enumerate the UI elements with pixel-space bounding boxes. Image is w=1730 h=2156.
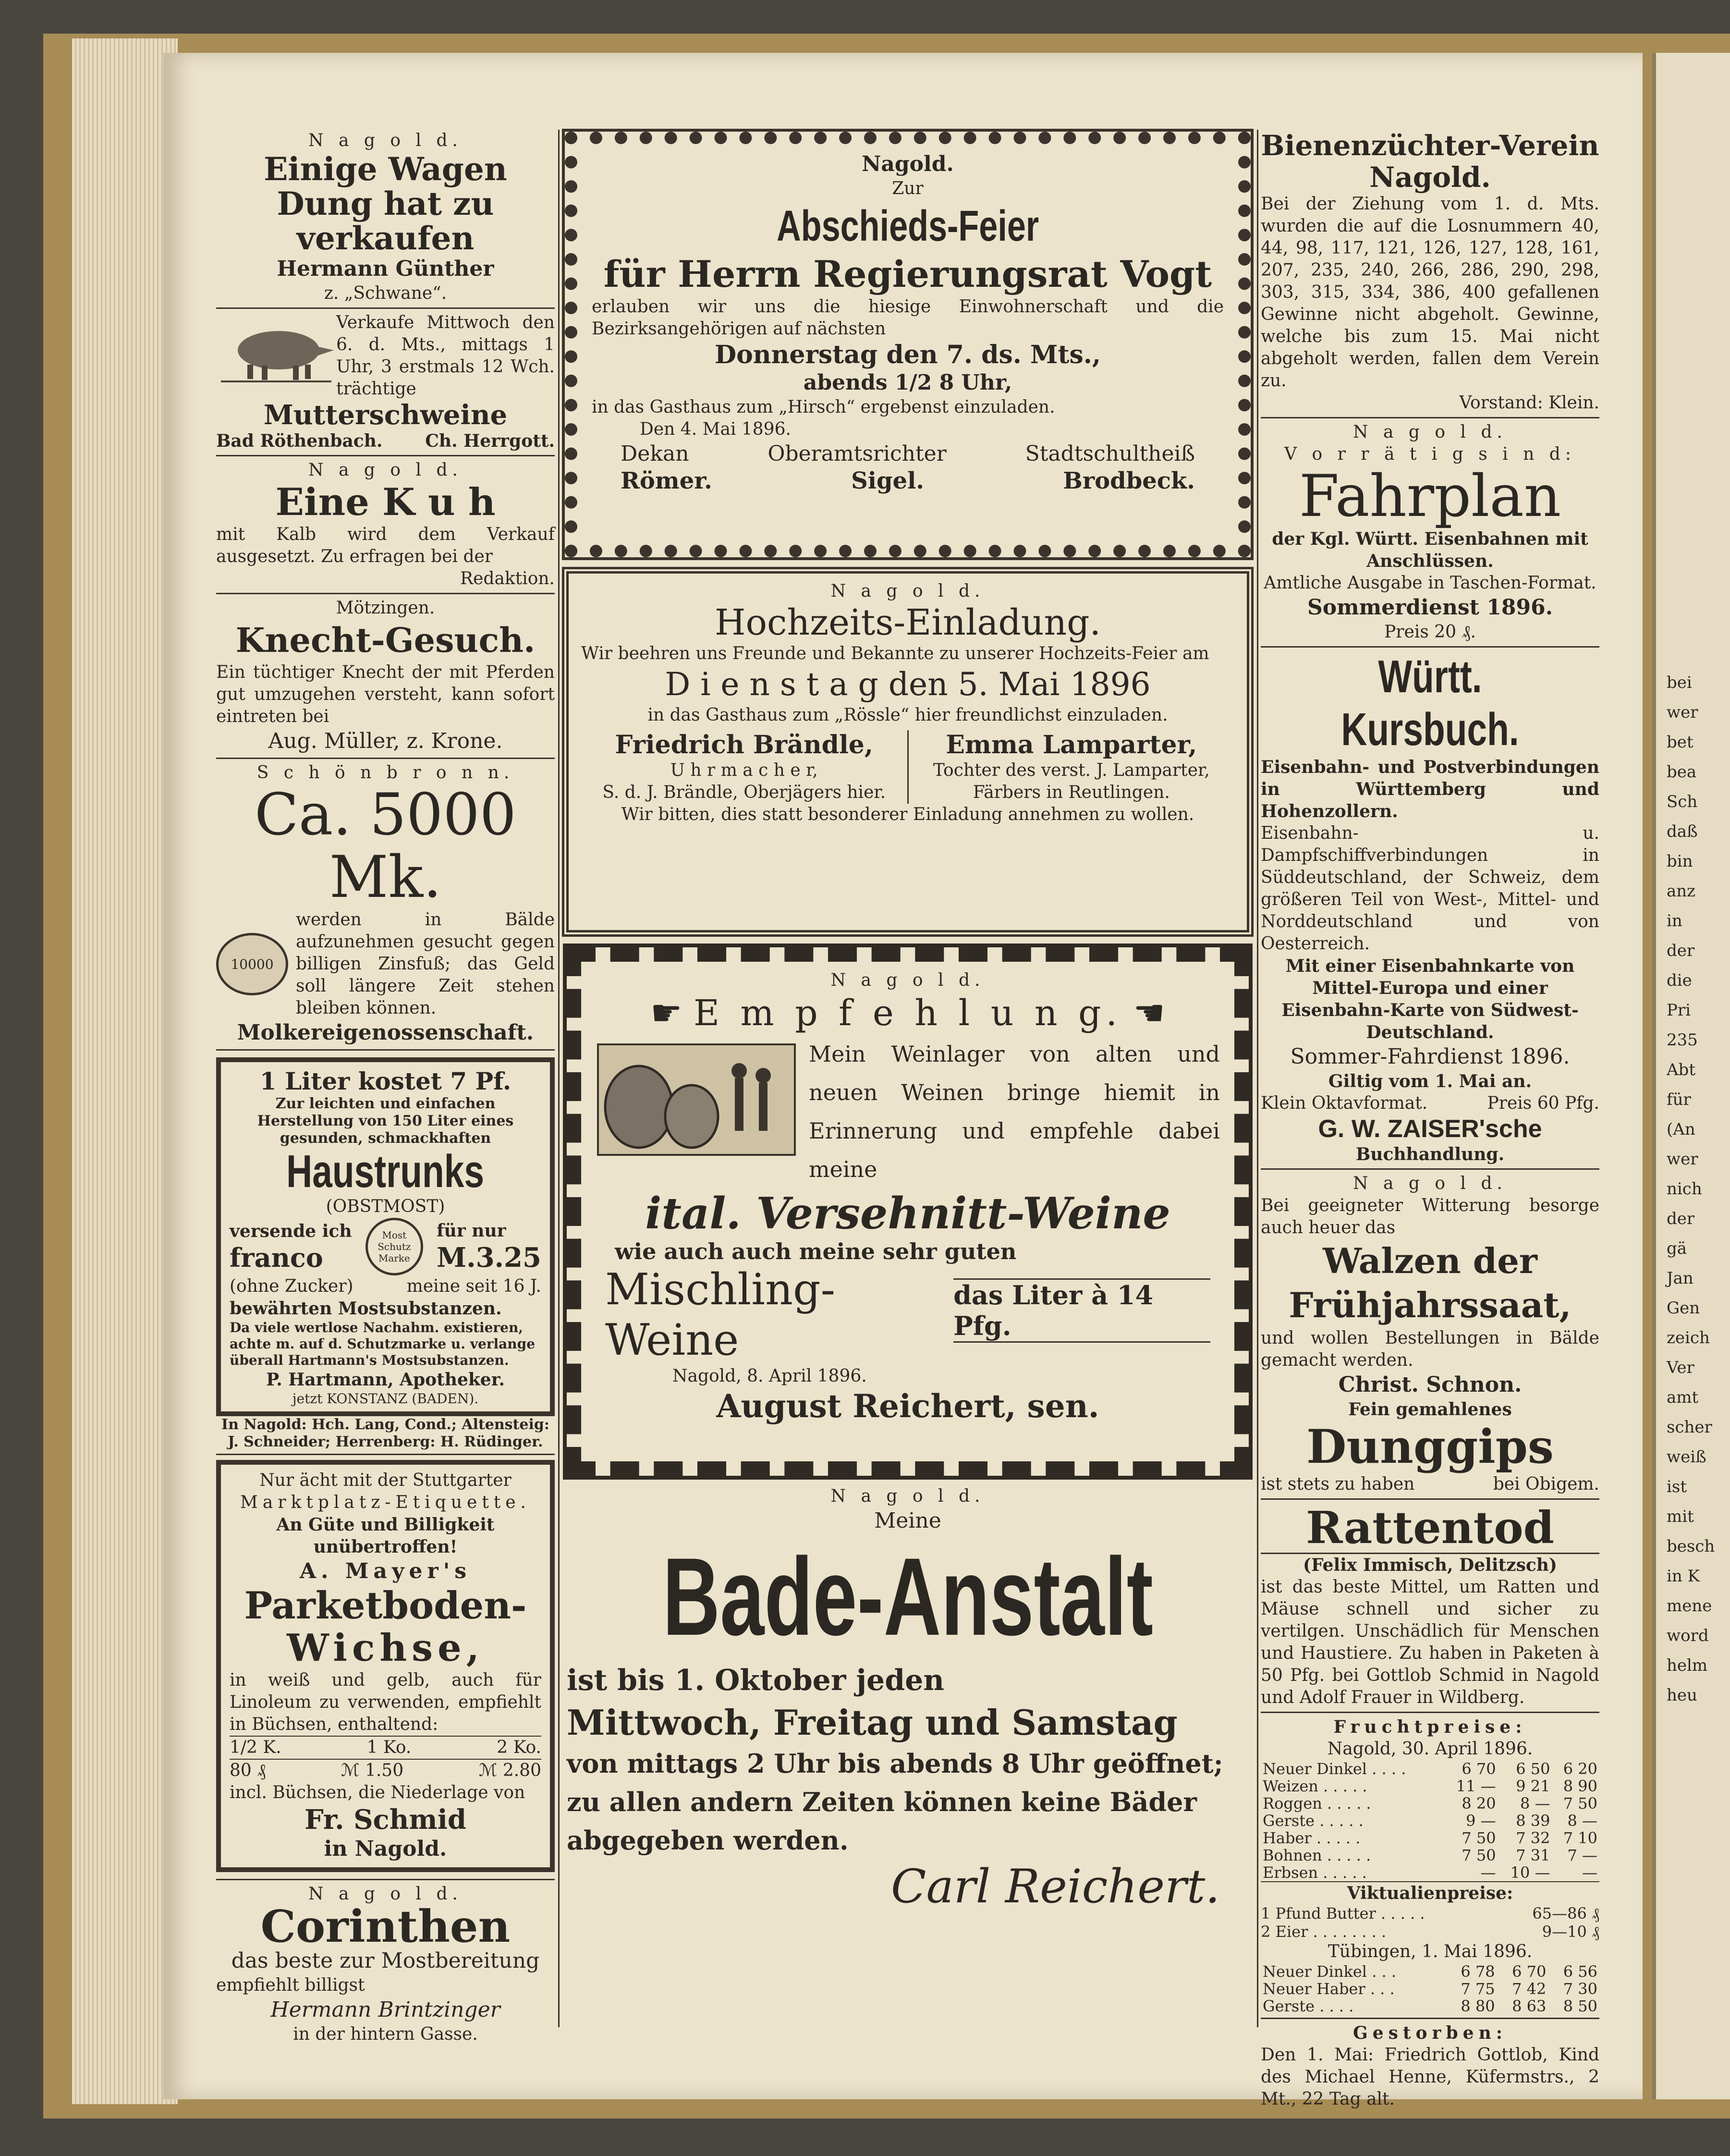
facing-page-fragment: wer xyxy=(1667,1150,1698,1169)
facing-page-fragment: die xyxy=(1667,971,1692,990)
ad-place: N a g o l d. xyxy=(830,581,985,601)
ad-text: Marktplatz-Etiquette. xyxy=(240,1493,531,1512)
money-bag-label: 10000 xyxy=(231,956,274,972)
price-value: 8 80 xyxy=(1461,1997,1495,2015)
ad-wein xyxy=(567,947,1249,1476)
ad-text: Bei geeigneter Witterung besorge auch heuer das xyxy=(1261,1196,1599,1237)
ad-signature: Christ. Schnon. xyxy=(1338,1372,1522,1397)
ad-text: versende ich xyxy=(230,1221,352,1241)
bride-detail: Färbers in Reutlingen. xyxy=(973,783,1170,802)
ad-text: Fein gemahlenes xyxy=(1348,1399,1512,1420)
pig-icon xyxy=(216,312,336,389)
ad-place: Bad Röthenbach. xyxy=(216,431,383,451)
ad-address: in der hintern Gasse. xyxy=(293,2024,478,2044)
ad-place: N a g o l d. xyxy=(830,970,985,990)
ad-text: franco xyxy=(230,1242,323,1273)
ad-text: An Güte und Billigkeit xyxy=(276,1515,495,1535)
ad-headline: E m p f e h l u n g. xyxy=(694,992,1122,1034)
facing-page-fragment: weiß xyxy=(1667,1447,1706,1467)
facing-page-fragment: (An xyxy=(1667,1120,1695,1139)
ad-text: Mit einer Eisenbahnkarte von Mittel-Europa und einer Eisenbahn-Karte von Südwest-Deutschland. xyxy=(1281,956,1579,1042)
ad-place: Mötzingen. xyxy=(336,598,435,618)
ad-headline: Dunggips xyxy=(1306,1420,1554,1474)
ad-dated: Den 4. Mai 1896. xyxy=(640,419,791,439)
ad-name: Hermann Günther xyxy=(277,257,494,281)
ad-headline: Bienenzüchter-Verein Nagold. xyxy=(1261,129,1599,194)
facing-page-fragment: Pri xyxy=(1667,1001,1691,1020)
ad-price: M.3.25 xyxy=(437,1242,541,1274)
ad-text: ist das beste Mittel, um Ratten und Mäuse schnell und sicher zu vertilgen. Unschädlich für Menschen und Haustiere. Zu haben in Paketen à 50 Pfg. bei Gottlob Schmid in Nagold und Adolf Frauer in Wildberg. xyxy=(1261,1577,1599,1707)
ad-text: unübertroffen! xyxy=(313,1537,458,1557)
divider xyxy=(1261,1712,1599,1713)
ad-place: N a g o l d. xyxy=(308,131,463,150)
ad-text: Sommerdienst 1896. xyxy=(1307,595,1553,620)
divider xyxy=(216,307,555,309)
deaths-notice xyxy=(1261,2022,1599,2110)
ad-corinthen xyxy=(216,1883,555,2046)
ad-text: und wollen Bestellungen in Bälde gemacht werden. xyxy=(1261,1328,1599,1370)
price-value: 7 42 xyxy=(1512,1980,1547,1998)
ad-text: Sommer-Fahrdienst 1896. xyxy=(1290,1044,1570,1069)
groom-name: Friedrich Brändle, xyxy=(615,730,873,760)
ad-text: zu allen andern Zeiten können keine Bäder abgegeben werden. xyxy=(567,1787,1197,1856)
facing-page-fragment: word xyxy=(1667,1626,1709,1645)
size-label: 1 Ko. xyxy=(366,1738,412,1757)
price-item: Gerste . . . . . xyxy=(1263,1812,1364,1830)
ad-headline: Mutterschweine xyxy=(263,399,508,431)
facing-page xyxy=(1652,53,1730,2099)
price-value: 8 — xyxy=(1520,1794,1550,1813)
ad-headline: Wichse, xyxy=(287,1626,484,1670)
ad-headline: Corinthen xyxy=(260,1900,511,1952)
ad-text: incl. Büchsen, die Niederlage von xyxy=(230,1783,525,1802)
ad-dunggips xyxy=(1261,1398,1599,1495)
ad-hochzeit xyxy=(562,567,1254,937)
ad-signature: August Reichert, sen. xyxy=(716,1387,1099,1425)
ad-headline: Einige Wagen Dung hat zu verkaufen xyxy=(264,150,507,257)
ad-text: Eisenbahn- u. Dampfschiffverbindungen in Süddeutschland, der Schweiz, dem größeren Teil von West-, Mittel- und Norddeutschland und von Oesterreich. xyxy=(1261,823,1599,954)
ad-text: Klein Oktavformat. xyxy=(1261,1093,1428,1113)
divider xyxy=(216,455,555,456)
facing-page-fragment: in K xyxy=(1667,1567,1700,1586)
facing-page-fragment: bei xyxy=(1667,673,1692,692)
ad-headline: Walzen der Frühjahrssaat, xyxy=(1289,1240,1572,1325)
price-item: Bohnen . . . . . xyxy=(1263,1846,1371,1864)
facing-page-fragment: mene xyxy=(1667,1596,1712,1616)
price-value: 8 90 xyxy=(1563,1777,1597,1795)
ad-headline: für Herrn Regierungsrat Vogt xyxy=(603,253,1212,295)
price-value: — xyxy=(1582,1863,1597,1882)
facing-page-fragment: heu xyxy=(1667,1686,1697,1705)
ad-headline: Knecht-Gesuch. xyxy=(235,620,536,660)
price-row xyxy=(1261,1980,1599,1997)
section-title: Viktualienpreise: xyxy=(1261,1881,1599,1904)
middle-column xyxy=(562,130,1254,1913)
price-item: 1 Pfund Butter . . . . . xyxy=(1261,1904,1425,1923)
ad-headline: Rattentod xyxy=(1261,1503,1599,1554)
ad-signature: Vorstand: Klein. xyxy=(1459,393,1599,413)
ad-text: ist stets zu haben xyxy=(1261,1474,1415,1494)
divider xyxy=(1261,2018,1599,2019)
facing-page-fragment: amt xyxy=(1667,1388,1699,1407)
ad-headline: Haustrunks xyxy=(286,1146,485,1197)
tuebingen-price-table xyxy=(1261,1963,1599,2015)
section-date: Nagold, 30. April 1896. xyxy=(1327,1739,1533,1759)
price-value: 8 20 xyxy=(1462,1794,1496,1813)
price-row xyxy=(1261,1795,1599,1812)
bride-detail: Tochter des verst. J. Lamparter, xyxy=(933,760,1210,780)
ad-place: N a g o l d. xyxy=(1353,1174,1507,1193)
ad-text: (ohne Zucker) xyxy=(230,1276,353,1296)
ad-text: Mein Weinlager von alten und neuen Weinen bringe hiemit in Erinnerung und empfehle dabei meine xyxy=(809,1041,1220,1182)
price-value: 9 21 xyxy=(1516,1777,1550,1795)
ad-headline: Parketboden- xyxy=(244,1584,527,1628)
ad-parkett xyxy=(216,1460,555,1872)
facing-page-fragment: bet xyxy=(1667,733,1693,752)
price-value: 6 20 xyxy=(1563,1760,1597,1778)
ad-cow xyxy=(216,459,555,590)
price-row xyxy=(1261,1829,1599,1847)
price-value: 7 10 xyxy=(1563,1829,1597,1847)
ad-text: mit Kalb wird dem Verkauf ausgesetzt. Zu erfragen bei der xyxy=(216,525,555,566)
price-label: ℳ 1.50 xyxy=(341,1761,404,1780)
price-value: 6 56 xyxy=(1563,1962,1597,1981)
ad-text: von mittags 2 Uhr bis abends 8 Uhr geöffnet; xyxy=(567,1748,1223,1779)
ad-text: meine seit 16 J. xyxy=(406,1276,541,1296)
ad-text: bei Obigem. xyxy=(1493,1474,1599,1494)
price-value: 65—86 ₰ xyxy=(1532,1904,1599,1923)
ad-text: V o r r ä t i g s i n d: xyxy=(1284,444,1576,464)
ad-dated: Nagold, 8. April 1896. xyxy=(672,1366,867,1386)
facing-page-fragment: besch xyxy=(1667,1537,1715,1556)
fruit-price-table xyxy=(1261,1760,1599,1881)
divider xyxy=(216,1879,555,1880)
price-row xyxy=(1261,1997,1599,2015)
ad-headline: Bade-Anstalt xyxy=(662,1535,1153,1658)
facing-page-fragment: der xyxy=(1667,1209,1695,1228)
ad-address: in Nagold. xyxy=(324,1837,447,1861)
pointing-hand-icon: ☚ xyxy=(1121,992,1165,1034)
price-value: 6 70 xyxy=(1462,1760,1496,1778)
price-value: 9 — xyxy=(1466,1812,1496,1830)
wine-cellar-icon xyxy=(596,1035,797,1160)
ad-place: S c h ö n b r o n n. xyxy=(256,763,514,783)
ad-text: erlauben wir uns die hiesige Einwohnerschaft und die Bezirksangehörigen auf nächsten xyxy=(592,297,1224,339)
ad-text: ist bis 1. Oktober jeden xyxy=(567,1664,944,1697)
signer-name: Brodbeck. xyxy=(1063,467,1195,494)
ad-date: Donnerstag den 7. ds. Mts., xyxy=(715,340,1101,369)
ad-bienen xyxy=(1261,130,1599,414)
ad-walzen xyxy=(1261,1173,1599,1398)
price-item: Neuer Dinkel . . . xyxy=(1263,1962,1397,1981)
ad-subheadline: (OBSTMOST) xyxy=(326,1197,445,1216)
ad-signature: Redaktion. xyxy=(460,569,555,588)
price-value: 7 31 xyxy=(1516,1846,1550,1864)
price-label: 80 ₰ xyxy=(230,1761,266,1780)
ad-place: Nagold. xyxy=(862,152,954,176)
ad-fahrplan xyxy=(1261,421,1599,643)
facing-page-fragment: wer xyxy=(1667,703,1698,722)
price-row xyxy=(1261,1760,1599,1777)
ad-headline: Fahrplan xyxy=(1299,463,1561,530)
price-label: ℳ 2.80 xyxy=(478,1761,541,1780)
ad-place: N a g o l d. xyxy=(1353,422,1507,442)
facing-page-fragment: anz xyxy=(1667,882,1696,901)
ad-place: N a g o l d. xyxy=(308,1884,463,1904)
ad-brand: A. Mayer's xyxy=(300,1559,471,1583)
price-value: 9—10 ₰ xyxy=(1542,1923,1599,1941)
divider xyxy=(216,593,555,594)
ad-place: N a g o l d. xyxy=(830,1486,985,1506)
price-item: Haber . . . . . xyxy=(1263,1829,1361,1847)
ad-address: jetzt KONSTANZ (BADEN). xyxy=(292,1391,479,1407)
ad-place: N a g o l d. xyxy=(308,460,463,480)
groom-detail: S. d. J. Brändle, Oberjägers hier. xyxy=(602,783,886,802)
price-value: 8 63 xyxy=(1512,1997,1547,2015)
ad-signature: P. Hartmann, Apotheker. xyxy=(266,1370,505,1390)
ad-text: Eisenbahn- und Postverbindungen in Württemberg und Hohenzollern. xyxy=(1261,757,1599,821)
seal-icon xyxy=(365,1218,423,1275)
facing-page-fragment: scher xyxy=(1667,1418,1712,1437)
ad-headline: Ca. 5000 Mk. xyxy=(254,782,517,911)
ad-signature: Molkereigenossenschaft. xyxy=(237,1020,534,1045)
ad-price: das Liter à 14 Pfg. xyxy=(953,1278,1210,1343)
ad-date: D i e n s t a g den 5. Mai 1896 xyxy=(665,666,1151,703)
facing-page-fragment: Abt xyxy=(1667,1060,1695,1079)
price-value: 7 — xyxy=(1567,1846,1597,1864)
price-item: 2 Eier . . . . . . . . xyxy=(1261,1923,1387,1941)
ad-text: bewährten Mostsubstanzen. xyxy=(230,1298,502,1319)
ad-text: Ein tüchtiger Knecht der mit Pferden gut umzugehen versteht, kann sofort eintreten bei xyxy=(216,662,555,726)
divider xyxy=(216,1049,555,1051)
ad-text: Bei der Ziehung vom 1. d. Mts. wurden die auf die Losnummern 40, 44, 98, 117, 121, 126, 127, 128, 161, 207, 235, 240, 266, 286, 290, 298, 303, 315, 334, 386, 400 gefallenen Gewinne nicht abgeholt. Gewinne, welche bis zum 15. Mai nicht abgeholt werden, fallen dem Verein zu. xyxy=(1261,194,1599,391)
divider xyxy=(1261,1498,1599,1500)
left-column xyxy=(216,130,555,2046)
pointing-hand-icon: ☛ xyxy=(650,992,694,1034)
facing-page-fragment: zeich xyxy=(1667,1328,1710,1348)
ad-text: das beste zur Mostbereitung xyxy=(231,1948,540,1973)
ad-text: werden in Bälde aufzunehmen gesucht gegen billigen Zinsfuß; das Geld soll längere Zeit stehen bleiben können. xyxy=(296,910,555,1018)
facing-page-fragment: gä xyxy=(1667,1239,1687,1258)
ad-text: Mittwoch, Freitag und Samstag xyxy=(567,1702,1178,1743)
price-value: 7 30 xyxy=(1563,1980,1597,1998)
ad-time: abends 1/2 8 Uhr, xyxy=(803,370,1012,395)
ad-text: Nur ächt mit der Stuttgarter xyxy=(259,1470,512,1490)
price-item: Weizen . . . . . xyxy=(1263,1777,1367,1795)
money-bag-icon xyxy=(216,933,288,995)
price-value: 7 50 xyxy=(1462,1829,1496,1847)
bride-name: Emma Lamparter, xyxy=(946,730,1197,760)
price-item: Gerste . . . . xyxy=(1263,1997,1354,2015)
ad-text: Wir beehren uns Freunde und Bekannte zu unserer Hochzeits-Feier am xyxy=(581,644,1209,663)
price-value: 8 — xyxy=(1567,1812,1597,1830)
ad-bad xyxy=(562,1485,1254,1913)
divider xyxy=(1261,646,1599,648)
column-rule xyxy=(558,130,560,2027)
ad-address: z. „Schwane“. xyxy=(324,283,447,303)
ad-haustrunk xyxy=(216,1057,555,1416)
facing-page-fragment: nich xyxy=(1667,1179,1702,1199)
ad-text: empfiehlt billigst xyxy=(216,1975,365,1995)
signer-title: Stadtschultheiß xyxy=(1025,441,1195,466)
price-value: 7 32 xyxy=(1516,1829,1550,1847)
ad-text: Verkaufe Mittwoch den 6. d. Mts., mittags 1 Uhr, 3 erstmals 12 Wch. trächtige xyxy=(336,313,555,399)
facing-page-fragment: Gen xyxy=(1667,1298,1700,1318)
ad-kursbuch xyxy=(1261,650,1599,1165)
price-value: 7 50 xyxy=(1563,1794,1597,1813)
facing-page-fragment: 235 xyxy=(1667,1030,1698,1050)
price-value: 8 50 xyxy=(1563,1997,1597,2015)
facing-page-fragment: Jan xyxy=(1667,1269,1693,1288)
market-prices xyxy=(1261,1716,1599,2015)
price-item: Roggen . . . . . xyxy=(1263,1794,1371,1813)
ad-signature: Aug. Müller, z. Krone. xyxy=(268,729,503,753)
price-row xyxy=(1261,1777,1599,1795)
price-item: Erbsen . . . . . xyxy=(1263,1863,1367,1882)
ad-price: Preis 60 Pfg. xyxy=(1487,1093,1599,1113)
ad-knecht xyxy=(216,597,555,755)
ad-abschied xyxy=(565,132,1251,557)
price-value: 6 78 xyxy=(1461,1962,1495,1981)
ad-text: in weiß und gelb, auch für Linoleum zu verwenden, empfiehlt in Büchsen, enthaltend: xyxy=(230,1670,541,1734)
signer-title: Oberamtsrichter xyxy=(768,441,947,466)
ad-text: in das Gasthaus zum „Hirsch“ ergebenst einzuladen. xyxy=(592,397,1055,417)
right-column xyxy=(1261,130,1599,2110)
ad-headline: Hochzeits-Einladung. xyxy=(714,602,1101,643)
ad-text: Meine xyxy=(874,1508,941,1533)
ad-text: (Felix Immisch, Delitzsch) xyxy=(1303,1555,1557,1575)
section-date: Tübingen, 1. Mai 1896. xyxy=(1328,1942,1533,1961)
price-row xyxy=(1261,1864,1599,1881)
section-title: Gestorben: xyxy=(1352,2023,1508,2043)
column-rule xyxy=(1257,130,1258,2027)
size-label: 2 Ko. xyxy=(497,1738,541,1757)
ad-signature: Carl Reichert. xyxy=(891,1860,1220,1913)
price-item: Neuer Haber . . . xyxy=(1263,1980,1395,1998)
ad-text: wie auch auch meine sehr guten xyxy=(615,1238,1017,1264)
signer-title: Dekan xyxy=(621,441,689,466)
ad-text: der Kgl. Württ. Eisenbahnen mit Anschlüssen. xyxy=(1272,529,1588,571)
ad-headline: Mischling-Weine xyxy=(605,1264,836,1365)
price-row xyxy=(1261,1812,1599,1829)
ad-headline: Abschieds-Feier xyxy=(776,202,1039,250)
ad-price: Preis 20 ₰. xyxy=(1384,622,1476,642)
price-value: 8 39 xyxy=(1516,1812,1550,1830)
facing-page-fragment: bin xyxy=(1667,852,1693,871)
ad-signature: Fr. Schmid xyxy=(304,1804,467,1836)
price-value: 7 75 xyxy=(1461,1980,1495,1998)
seal-label: Most Schutz Marke xyxy=(378,1229,411,1264)
divider xyxy=(216,758,555,759)
price-value: 11 — xyxy=(1456,1777,1496,1795)
facing-page-fragment: Ver xyxy=(1667,1358,1694,1377)
ad-text: Zur leichten und einfachen Herstellung von 150 Liter eines gesunden, schmackhaften xyxy=(257,1095,514,1147)
price-row xyxy=(1261,1963,1599,1980)
ad-ratten xyxy=(1261,1503,1599,1709)
ad-headline: Eine K u h xyxy=(275,480,496,524)
signer-name: Sigel. xyxy=(851,467,925,494)
ad-dealers: In Nagold: Hch. Lang, Cond.; Altensteig: J. Schneider; Herrenberg: H. Rüdinger. xyxy=(221,1416,549,1450)
price-value: 7 50 xyxy=(1462,1846,1496,1864)
facing-page-fragment: bea xyxy=(1667,762,1697,782)
ad-text: Giltig vom 1. Mai an. xyxy=(1328,1071,1532,1091)
ad-money xyxy=(216,762,555,1046)
price-value: — xyxy=(1480,1863,1496,1882)
ad-headline: ital. Versehnitt-Weine xyxy=(645,1188,1170,1239)
ad-text: in das Gasthaus zum „Rössle“ hier freundlichst einzuladen. xyxy=(647,705,1168,725)
ad-text: Amtliche Ausgabe in Taschen-Format. xyxy=(1264,573,1596,593)
signer-name: Römer. xyxy=(621,467,712,494)
ad-signature: Hermann Brintzinger xyxy=(270,1997,500,2022)
divider xyxy=(1261,1168,1599,1170)
facing-page-fragment: in xyxy=(1667,911,1682,931)
ad-dung xyxy=(216,130,555,305)
divider xyxy=(1261,417,1599,418)
ad-topline: 1 Liter kostet 7 Pf. xyxy=(259,1067,512,1095)
facing-page-fragment: Sch xyxy=(1667,792,1698,811)
ad-text: Den 1. Mai: Friedrich Gottlob, Kind des Michael Henne, Küfermstrs., 2 Mt., 22 Tag alt. xyxy=(1261,2045,1599,2109)
section-title: Fruchtpreise: xyxy=(1333,1717,1527,1737)
ad-headline: Württ. Kursbuch. xyxy=(1341,651,1519,755)
ad-pigs xyxy=(216,312,555,452)
facing-page-fragment: daß xyxy=(1667,822,1698,841)
price-row xyxy=(1261,1847,1599,1864)
facing-page-fragment: ist xyxy=(1667,1477,1687,1496)
facing-page-fragment: mit xyxy=(1667,1507,1694,1526)
facing-page-fragment: der xyxy=(1667,941,1695,960)
groom-detail: U h r m a c h e r, xyxy=(670,760,818,780)
ad-signature: Ch. Herrgott. xyxy=(425,431,555,451)
facing-page-fragment: helm xyxy=(1667,1656,1708,1675)
ad-text: für nur xyxy=(437,1221,506,1241)
ad-text: Da viele wertlose Nachahm. existieren, achte m. auf d. Schutzmarke u. verlange überall Hartmann's Mostsubstanzen. xyxy=(230,1320,536,1368)
price-item: Neuer Dinkel . . . . xyxy=(1263,1760,1406,1778)
price-value: 6 50 xyxy=(1516,1760,1550,1778)
price-value: 6 70 xyxy=(1512,1962,1547,1981)
facing-page-fragment: für xyxy=(1667,1090,1691,1109)
ad-signature: G. W. ZAISER'sche xyxy=(1318,1115,1542,1143)
price-value: 10 — xyxy=(1510,1863,1550,1882)
ad-signature: Buchhandlung. xyxy=(1355,1144,1505,1164)
divider xyxy=(216,1454,555,1455)
page-edges xyxy=(72,38,178,2104)
size-label: 1/2 K. xyxy=(230,1738,281,1757)
ad-text: Wir bitten, dies statt besonderer Einladung annehmen zu wollen. xyxy=(621,805,1194,824)
ad-text: Zur xyxy=(892,179,924,198)
